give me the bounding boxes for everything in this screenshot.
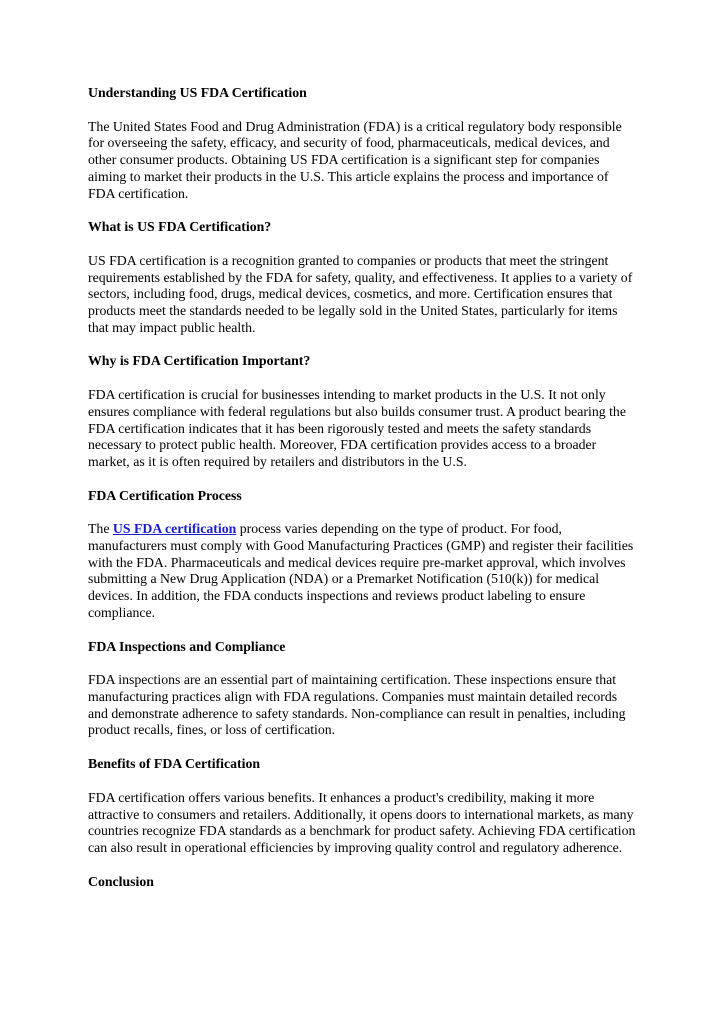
- process-body-suffix: process varies depending on the type of product. For food, manufacturers must comply with Good Manufacturing Practices (GMP) and register their facilities with the FDA. Pharmaceuticals and medical devices require pre-market approval, which involves submitting a New Drug Application (NDA) or a Premarket Notification (510(k)) for medical devices. In addition, the FDA conducts inspections and reviews product labeling to ensure compliance.: [88, 521, 634, 620]
- us-fda-certification-link[interactable]: US FDA certification: [112, 521, 237, 537]
- section-body-inspections: FDA inspections are an essential part of maintaining certification. These inspections ensure that manufacturing practices align with FDA regulations. Companies must maintain detailed records and demonstrate adherence to safety standards. Non-compliance can result in penalties, including product recalls, fines, or loss of certification.: [88, 672, 626, 738]
- intro-paragraph: The United States Food and Drug Administration (FDA) is a critical regulatory body responsible for overseeing the safety, efficacy, and security of food, pharmaceuticals, medical devices, and other consumer products. Obtaining US FDA certification is a significant step for companies aiming to market their products in the U.S. This article explains the process and importance of FDA certification.: [88, 118, 622, 201]
- section-heading-inspections: FDA Inspections and Compliance: [88, 638, 286, 654]
- document-page: [88, 85, 636, 907]
- section-heading-why-important: Why is FDA Certification Important?: [88, 353, 311, 369]
- process-body-prefix: The: [88, 521, 113, 537]
- section-heading-process: FDA Certification Process: [88, 487, 242, 503]
- section-body-why-important: FDA certification is crucial for businesses intending to market products in the U.S. It not only ensures compliance with federal regulations but also builds consumer trust. A product bearing the FDA certification indicates that it has been rigorously tested and meets the safety standards necessary to protect public health. Moreover, FDA certification provides access to a broader market, as it is often required by retailers and distributors in the U.S.: [88, 387, 626, 469]
- section-heading-what-is: What is US FDA Certification?: [88, 219, 272, 235]
- section-heading-benefits: Benefits of FDA Certification: [88, 756, 261, 772]
- section-heading-conclusion: Conclusion: [88, 873, 154, 889]
- section-body-what-is: US FDA certification is a recognition granted to companies or products that meet the stringent requirements established by the FDA for safety, quality, and effectiveness. It applies to a variety of sectors, including food, drugs, medical devices, cosmetics, and more. Certification ensures that products meet the standards needed to be legally sold in the United States, particularly for items that may impact public health.: [88, 252, 633, 335]
- section-body-process: [88, 521, 636, 621]
- document-title: Understanding US FDA Certification: [88, 85, 307, 100]
- section-body-benefits: FDA certification offers various benefits. It enhances a product's credibility, making it more attractive to consumers and retailers. Additionally, it opens doors to international markets, as many countries recognize FDA standards as a benchmark for product safety. Achieving FDA certification can also result in operational efficiencies by improving quality control and regulatory adherence.: [88, 789, 636, 855]
